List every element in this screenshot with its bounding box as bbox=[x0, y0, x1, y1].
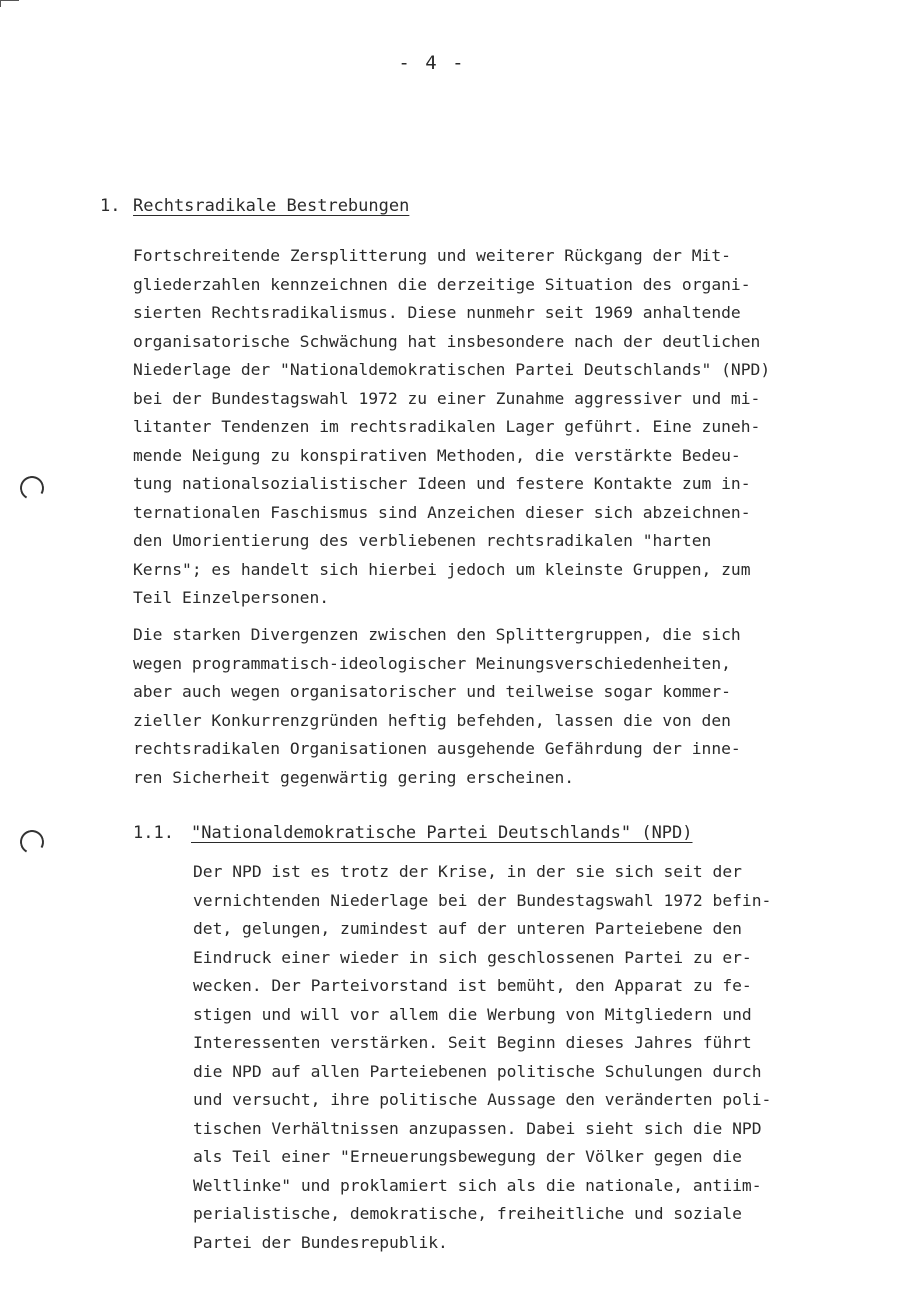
section-1-paragraph-1-line: den Umorientierung des verbliebenen rechtsradikalen "harten bbox=[133, 531, 712, 550]
section-1-paragraph-1-line: Niederlage der "Nationaldemokratischen Partei Deutschlands" (NPD) bbox=[133, 360, 771, 379]
section-1-1-paragraph-line: Weltlinke" und proklamiert sich als die nationale, antiim- bbox=[193, 1175, 762, 1195]
section-1-paragraph-1-line: organisatorische Schwächung hat insbesondere nach der deutlichen bbox=[133, 331, 761, 351]
section-1-paragraph-1-line: mende Neigung zu konspirativen Methoden, die verstärkte Bedeu- bbox=[133, 445, 741, 465]
section-1-paragraph-2-line: ren Sicherheit gegenwärtig gering erscheinen. bbox=[133, 767, 575, 787]
section-1-1-paragraph-line: vernichtenden Niederlage bei der Bundestagswahl 1972 befin- bbox=[193, 890, 772, 910]
section-1-number: 1. bbox=[100, 196, 121, 216]
section-1-1-paragraph-line: Partei der Bundesrepublik. bbox=[193, 1232, 448, 1252]
section-1-1-paragraph-line: Der NPD ist es trotz der Krise, in der sie sich seit der bbox=[193, 862, 742, 881]
section-1-1-paragraph-line: perialistische, demokratische, freiheitliche und soziale bbox=[193, 1204, 742, 1223]
section-1-paragraph-1-line: gliederzahlen kennzeichnen die derzeitige Situation des organi- bbox=[133, 274, 751, 294]
punch-hole-mark-bottom bbox=[17, 827, 46, 856]
section-1-paragraph-1-line: Kerns"; es handelt sich hierbei jedoch um kleinste Gruppen, zum bbox=[133, 559, 751, 579]
section-1-1-title: "Nationaldemokratische Partei Deutschlands" (NPD) bbox=[191, 823, 693, 843]
section-1-paragraph-1-line: sierten Rechtsradikalismus. Diese nunmehr seit 1969 anhaltende bbox=[133, 303, 741, 322]
section-1-1-paragraph bbox=[193, 858, 771, 1257]
section-1-1-paragraph-line: stigen und will vor allem die Werbung von Mitgliedern und bbox=[193, 1004, 752, 1024]
section-1-paragraph-2-line: zieller Konkurrenzgründen heftig befehden, lassen die von den bbox=[133, 710, 731, 730]
section-1-paragraph-1-line: tung nationalsozialistischer Ideen und festere Kontakte zum in- bbox=[133, 474, 751, 493]
section-1-1-heading bbox=[133, 823, 693, 843]
section-1-1-paragraph-line: Eindruck einer wieder in sich geschlossenen Partei zu er- bbox=[193, 947, 752, 967]
section-1-heading bbox=[100, 196, 409, 216]
section-1-1-paragraph-line: det, gelungen, zumindest auf der unteren Parteiebene den bbox=[193, 919, 742, 938]
corner-crop-mark bbox=[0, 0, 19, 7]
section-1-paragraph-1 bbox=[133, 242, 770, 613]
section-1-paragraph-1-line: litanter Tendenzen im rechtsradikalen Lager geführt. Eine zuneh- bbox=[133, 417, 761, 436]
section-1-paragraph-1-line: Teil Einzelpersonen. bbox=[133, 588, 330, 607]
section-1-paragraph-1-line: Fortschreitende Zersplitterung und weiterer Rückgang der Mit- bbox=[133, 246, 731, 265]
section-1-1-paragraph-line: und versucht, ihre politische Aussage den veränderten poli- bbox=[193, 1090, 772, 1109]
section-1-paragraph-2-line: Die starken Divergenzen zwischen den Splittergruppen, die sich bbox=[133, 625, 741, 644]
section-1-1-paragraph-line: wecken. Der Parteivorstand ist bemüht, den Apparat zu fe- bbox=[193, 976, 752, 995]
punch-hole-mark-top bbox=[17, 473, 46, 502]
section-1-title: Rechtsradikale Bestrebungen bbox=[133, 196, 410, 216]
section-1-1-paragraph-line: tischen Verhältnissen anzupassen. Dabei sieht sich die NPD bbox=[193, 1118, 762, 1138]
section-1-paragraph-2-line: wegen programmatisch-ideologischer Meinungsverschiedenheiten, bbox=[133, 653, 731, 673]
page-number: - 4 - bbox=[398, 52, 466, 74]
section-1-paragraph-2-line: aber auch wegen organisatorischer und teilweise sogar kommer- bbox=[133, 682, 731, 701]
section-1-1-paragraph-line: als Teil einer "Erneuerungsbewegung der Völker gegen die bbox=[193, 1147, 742, 1166]
section-1-paragraph-2 bbox=[133, 621, 741, 792]
section-1-1-number: 1.1. bbox=[133, 823, 174, 843]
section-1-paragraph-2-line: rechtsradikalen Organisationen ausgehende Gefährdung der inne- bbox=[133, 739, 741, 758]
section-1-1-paragraph-line: die NPD auf allen Parteiebenen politische Schulungen durch bbox=[193, 1061, 762, 1081]
section-1-1-paragraph-line: Interessenten verstärken. Seit Beginn dieses Jahres führt bbox=[193, 1033, 752, 1052]
section-1-paragraph-1-line: ternationalen Faschismus sind Anzeichen dieser sich abzeichnen- bbox=[133, 502, 751, 522]
section-1-paragraph-1-line: bei der Bundestagswahl 1972 zu einer Zunahme aggressiver und mi- bbox=[133, 388, 761, 408]
